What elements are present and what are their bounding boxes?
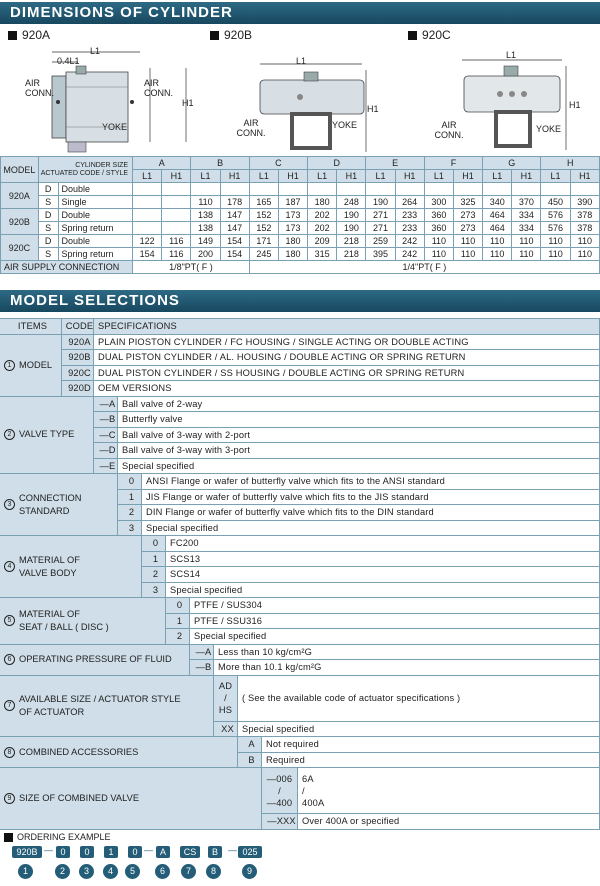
- ordering-example-title: ORDERING EXAMPLE: [4, 832, 111, 842]
- order-number-icon: 7: [181, 864, 196, 879]
- cell: —B: [94, 412, 118, 428]
- dimension-row: 920A D Double: [1, 183, 600, 196]
- order-code: 0: [80, 846, 94, 858]
- cell: 0: [142, 536, 166, 552]
- cell: —D: [94, 443, 118, 459]
- dash-separator: —: [44, 845, 53, 855]
- sub-header: H1: [395, 170, 424, 183]
- order-code: 1: [104, 846, 118, 858]
- item-number-icon: 7: [4, 700, 15, 711]
- sub-header: L1: [191, 170, 220, 183]
- cell: DIN Flange or wafer of butterfly valve which fits to the DIN standard: [142, 505, 600, 521]
- item-number-icon: 9: [4, 793, 15, 804]
- order-code: 0: [128, 846, 142, 858]
- cell: DUAL PISTON CYLINDER / SS HOUSING / DOUBLE ACTING OR SPRING RETURN: [94, 366, 600, 382]
- cell: 2: [142, 567, 166, 583]
- cell: PLAIN PIOSTON CYLINDER / FC HOUSING / SINGLE ACTING OR DOUBLE ACTING: [94, 335, 600, 351]
- item-label: 3 CONNECTION STANDARD: [0, 474, 118, 536]
- dimension-row: 920B D Double 138 147 152 173 202 190 271 233 360 273 464 334 576 378: [1, 209, 600, 222]
- cell: Special specified: [142, 521, 600, 537]
- air-conn-b-label: AIR CONN.: [236, 118, 266, 138]
- cell: FC200: [166, 536, 600, 552]
- air-conn-left-label: AIR CONN.: [25, 78, 54, 98]
- h1-label: H1: [182, 98, 194, 108]
- cell: More than 10.1 kg/cm²G: [214, 660, 600, 676]
- spec-header: SPECIFICATIONS: [94, 319, 600, 335]
- model-selections-header: MODEL SELECTIONS: [0, 290, 600, 312]
- order-number-icon: 4: [103, 864, 118, 879]
- h1-c-label: H1: [569, 100, 581, 110]
- cylinder-920a-drawing: [0, 42, 200, 154]
- item-number-icon: 3: [4, 499, 15, 510]
- order-number-icon: 9: [242, 864, 257, 879]
- item-label: 1 MODEL: [0, 335, 62, 397]
- dimension-row: S Spring return 154 116 200 154 245 180 315 218 395 242 110 110 110 110 110 110: [1, 248, 600, 261]
- cell: 920B: [62, 350, 94, 366]
- yoke-c-label: YOKE: [536, 124, 562, 134]
- dash-separator: —: [228, 845, 237, 855]
- sub-header: H1: [278, 170, 307, 183]
- air-supply-label: AIR SUPPLY CONNECTION: [1, 261, 133, 274]
- cell: PTFE / SSU316: [190, 614, 600, 630]
- cell: A: [238, 737, 262, 753]
- item-number-icon: 8: [4, 747, 15, 758]
- sub-header: L1: [249, 170, 278, 183]
- selection-row: [0, 335, 600, 351]
- sub-header: H1: [220, 170, 249, 183]
- cell: 920D: [62, 381, 94, 397]
- model-header: MODEL: [1, 157, 39, 183]
- cell: 1: [166, 614, 190, 630]
- item-label: 5 MATERIAL OF SEAT / BALL ( DISC ): [0, 598, 166, 645]
- size-header: CYLINDER SIZE ACTUATED CODE / STYLE: [38, 157, 132, 183]
- cell: —B: [190, 660, 214, 676]
- sub-header: L1: [308, 170, 337, 183]
- cell: 0: [166, 598, 190, 614]
- air-supply-b: 1/4"PT( F ): [249, 261, 599, 274]
- cell: Ball valve of 2-way: [118, 397, 600, 413]
- cell: Special specified: [166, 583, 600, 599]
- order-number-icon: 1: [18, 864, 33, 879]
- square-bullet-icon: [408, 31, 417, 40]
- sub-header: L1: [366, 170, 395, 183]
- cell: 3: [118, 521, 142, 537]
- sub-header: H1: [453, 170, 482, 183]
- cell: —A: [94, 397, 118, 413]
- item-label: 2 VALVE TYPE: [0, 397, 94, 475]
- cell: 2: [166, 629, 190, 645]
- l1-label: L1: [90, 46, 101, 56]
- sub-header: L1: [133, 170, 162, 183]
- cell: 0: [118, 474, 142, 490]
- cell: Butterfly valve: [118, 412, 600, 428]
- cell: Special specified: [190, 629, 600, 645]
- order-code: A: [156, 846, 170, 858]
- l1-04-label: 0.4L1: [57, 56, 80, 66]
- cell: Not required: [262, 737, 600, 753]
- cell: B: [238, 753, 262, 769]
- item-number-icon: 1: [4, 360, 15, 371]
- selection-row: [0, 350, 600, 366]
- order-number-icon: 5: [125, 864, 140, 879]
- air-conn-right-label: AIR CONN.: [144, 78, 173, 98]
- item-label: 9 SIZE OF COMBINED VALVE: [0, 768, 262, 830]
- cell: Over 400A or specified: [298, 814, 600, 830]
- cell: —C: [94, 428, 118, 444]
- l1-c-label: L1: [506, 50, 517, 60]
- dimension-row: S Spring return 138 147 152 173 202 190 271 233 360 273 464 334 576 378: [1, 222, 600, 235]
- order-number-icon: 3: [79, 864, 94, 879]
- square-bullet-icon: [4, 833, 13, 842]
- sub-header: L1: [483, 170, 512, 183]
- sub-header: L1: [424, 170, 453, 183]
- sub-header: H1: [512, 170, 541, 183]
- cell: SCS14: [166, 567, 600, 583]
- sub-header: H1: [570, 170, 599, 183]
- dash-separator: —: [144, 845, 153, 855]
- cell: ANSI Flange or wafer of butterfly valve which fits to the ANSI standard: [142, 474, 600, 490]
- item-number-icon: 5: [4, 615, 15, 626]
- cell: Special specified: [238, 722, 600, 738]
- model-920b-label: 920B: [210, 28, 252, 42]
- item-number-icon: 2: [4, 429, 15, 440]
- dimensions-header: DIMENSIONS OF CYLINDER: [0, 2, 600, 24]
- item-number-icon: 6: [4, 654, 15, 665]
- code-header: CODE: [62, 319, 94, 335]
- order-number-icon: 6: [155, 864, 170, 879]
- item-label: 8 COMBINED ACCESSORIES: [0, 737, 238, 768]
- cell: XX: [214, 722, 238, 738]
- selection-row: [0, 319, 600, 335]
- yoke-b-label: YOKE: [332, 120, 358, 130]
- order-number-icon: 8: [206, 864, 221, 879]
- item-label: 7 AVAILABLE SIZE / ACTUATOR STYLE OF ACTUATOR: [0, 676, 214, 738]
- order-code: 025: [238, 846, 262, 858]
- cell: —A: [190, 645, 214, 661]
- items-header: ITEMS: [0, 319, 62, 335]
- cell: DUAL PISTON CYLINDER / AL. HOUSING / DOUBLE ACTING OR SPRING RETURN: [94, 350, 600, 366]
- cell: JIS Flange or wafer of butterfly valve which fits to the JIS standard: [142, 490, 600, 506]
- cell: 1: [118, 490, 142, 506]
- selection-row: [0, 366, 600, 382]
- sub-header: H1: [162, 170, 191, 183]
- cell: 920C: [62, 366, 94, 382]
- cell: —XXX: [262, 814, 298, 830]
- h1-b-label: H1: [367, 104, 379, 114]
- dimension-row: 920C D Double 122 116 149 154 171 180 209 218 259 242 110 110 110 110 110 110: [1, 235, 600, 248]
- order-number-icon: 2: [55, 864, 70, 879]
- sub-header: H1: [337, 170, 366, 183]
- cell: 3: [142, 583, 166, 599]
- dimension-table: MODEL CYLINDER SIZE ACTUATED CODE / STYLE A B C D E F G H L1 H1 L1 H1 L1 H1 L1 H1 L1 H1 L1 H1 L1 H1 L1 H1 920A D Double S Single 110 178 165 187 180 248 190 264 300 325 340 370 450 390 920B D Double 138 147 152 173 202 190 271 233 360 273 464 334 576 378 S Spring return 138 147 152 173 202 190 271 233 360 273 464 334 576 378 920C D Double 122 116 149 154 171 180 209 218 259 242 110 110 110 110 110 110 S Spring return 154 116 200 154 245 180 315 218 395 242 110 110 110 110 110 110 AIR SUPPLY CONNECTION 1/8"PT( F ) 1/4"PT( F ): [0, 156, 600, 274]
- cell: PTFE / SUS304: [190, 598, 600, 614]
- cell: Special specified: [118, 459, 600, 475]
- dimension-row: S Single 110 178 165 187 180 248 190 264 300 325 340 370 450 390: [1, 196, 600, 209]
- item-label: 6 OPERATING PRESSURE OF FLUID: [0, 645, 190, 676]
- cell: 920A: [62, 335, 94, 351]
- cell: Required: [262, 753, 600, 769]
- order-code: CS: [180, 846, 200, 858]
- cell: Less than 10 kg/cm²G: [214, 645, 600, 661]
- air-conn-c-label: AIR CONN.: [434, 120, 464, 140]
- square-bullet-icon: [8, 31, 17, 40]
- cell: 1: [142, 552, 166, 568]
- cell: OEM VERSIONS: [94, 381, 600, 397]
- order-code: B: [208, 846, 222, 858]
- item-number-icon: 4: [4, 561, 15, 572]
- model-selection-table: ITEMS CODE SPECIFICATIONS 920A PLAIN PIOSTON CYLINDER / FC HOUSING / SINGLE ACTING OR DOUBLE ACTING 920B DUAL PISTON CYLINDER / AL. HOUSING / DOUBLE ACTING OR SPRING RETURN 920C DUAL PISTON CYLINDER / SS HOUSING / DOUBLE ACTING OR SPRING RETURN 920D OEM VERSIONS 1 MODEL —A Ball valve of 2-way —B Butterfly valve —C Ball valve of 3-way with 2-port —D Ball valve of 3-way with 3-port —E Special specified 2 VALVE TYPE 0 ANSI Flange or wafer of butterfly valve which fits to the ANSI standard 1 JIS Flange or wafer of butterfly valve which fits to the JIS standard 2 DIN Flange or wafer of butterfly valve which fits to the DIN standard 3 Special specified 3 CONNECTION STANDARD 0 FC200 1 SCS13 2 SCS14 3 Special specified 4 MATERIAL OF VALVE BODY 0 PTFE / SUS304 1 PTFE / SSU316 2 Special specified 5 MATERIAL OF SEAT / BALL ( DISC ) —A Less than 10 kg/cm²G —B More than 10.1 kg/cm²G 6 OPERATING PRESSURE OF FLUID AD / HS ( See the available code of actuator specifications ) XX Special specified 7 AVAILABLE SIZE / ACTUATOR STYLE OF ACTUATOR A Not required B Required 8 COMBINED ACCESSORIES —006 / —400 6A / 400A —XXX Over 400A or specified 9 SIZE OF COMBINED VALVE: [0, 318, 600, 319]
- model-920a-label: 920A: [8, 28, 50, 42]
- cell: 2: [118, 505, 142, 521]
- cylinder-920c-drawing: [400, 42, 600, 154]
- selection-row: [0, 381, 600, 397]
- cell: Ball valve of 3-way with 3-port: [118, 443, 600, 459]
- cell: SCS13: [166, 552, 600, 568]
- cell: Ball valve of 3-way with 2-port: [118, 428, 600, 444]
- order-code: 920B: [12, 846, 42, 858]
- order-code: 0: [56, 846, 70, 858]
- sub-header: L1: [541, 170, 570, 183]
- item-label: 4 MATERIAL OF VALVE BODY: [0, 536, 142, 598]
- yoke-label: YOKE: [102, 122, 128, 132]
- square-bullet-icon: [210, 31, 219, 40]
- air-supply-a: 1/8"PT( F ): [133, 261, 250, 274]
- cell: —E: [94, 459, 118, 475]
- model-920c-label: 920C: [408, 28, 451, 42]
- l1-b-label: L1: [296, 56, 307, 66]
